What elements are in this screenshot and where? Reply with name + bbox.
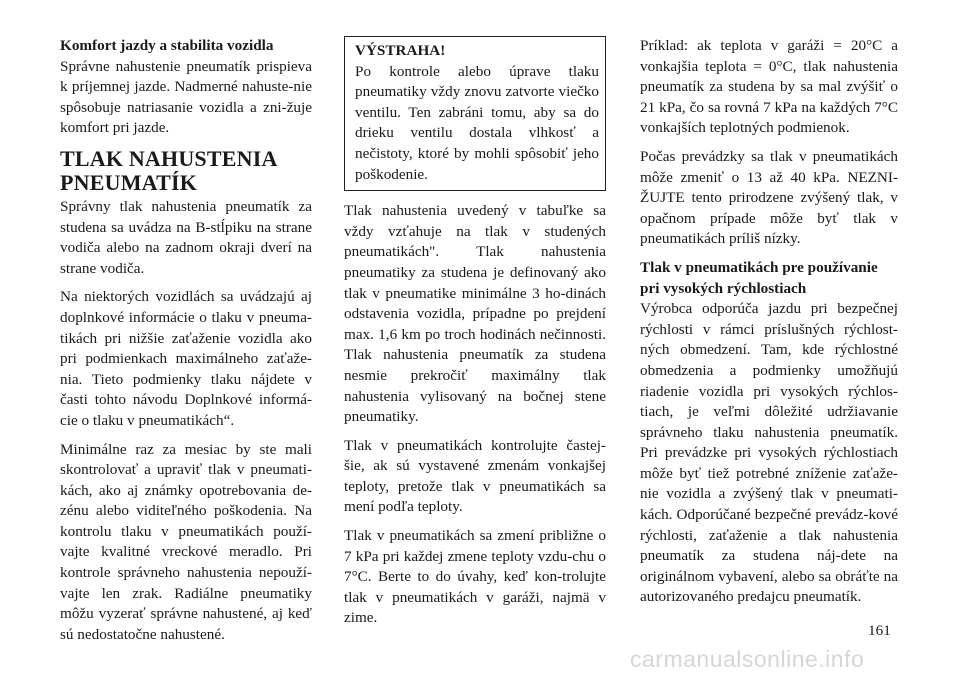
column-middle [344, 36, 606, 637]
operating-pressure-paragraph: Počas prevádzky sa tlak v pneumatikách môže zmeniť o 13 až 40 kPa. NEZNI-ŽUJTE tento prirodzene zvýšený tlak, v opačnom prípade môže byť tlak v pneumatikách príliš nízky. [640, 147, 898, 248]
cold-pressure-paragraph: Tlak nahustenia uvedený v tabuľke sa vždy vzťahuje na tlak v studených pneumatikách". Tlak nahustenia pneumatiky za studena je definovaný ako tlak v pneumatike minimálne 3 ho-dinách odstavenia vozidla, prípadne po prejdení max. 1,6 km po troch hodinách nečinnosti. Tlak nahustenia pneumatík za studena nesmie prekročiť maximálny tlak nahustenia vylisovaný na bočnej stene pneumatiky. [344, 202, 606, 426]
warning-box [344, 36, 606, 191]
temperature-check-paragraph: Tlak v pneumatikách kontrolujte častej-šie, ak sú vystavené zmenám vonkajšej teploty, pretože tlak v pneumatikách sa mení podľa teploty. [344, 436, 606, 516]
supplementary-info-paragraph: Na niektorých vozidlách sa uvádzajú aj doplnkové informácie o tlaku v pneuma-tikách pri nižšie zaťaženie vozidla ako pri podmienkach maximálneho zaťaže-nia. Tieto podmienky tlaku nájdete v časti tohto návodu Doplnkové informá-cie o tlaku v pneumatikách“. [60, 288, 312, 429]
comfort-paragraph: Správne nahustenie pneumatík prispieva k príjemnej jazde. Nadmerné nahuste-nie spôsobuje natriasanie vozidla a zni-žuje komfort pri jazde. [60, 57, 312, 137]
example-paragraph: Príklad: ak teplota v garáži = 20°C a vonkajšia teplota = 0°C, tlak nahustenia pneumatík za studena by sa mal zvýšiť o 21 kPa, čo sa rovná 7 kPa na každých 7°C vonkajších teplotných podmienok. [640, 37, 898, 137]
watermark: carmanualsonline.info [630, 646, 865, 672]
page-number: 161 [868, 622, 891, 639]
column-left [60, 36, 312, 653]
comfort-heading: Komfort jazdy a stabilita vozidla [60, 37, 274, 54]
pressure-location-paragraph: Správny tlak nahustenia pneumatík za studena sa uvádza na B-stĺpiku na strane vodiča alebo na zadnom okraji dverí na strane vodiča. [60, 197, 312, 277]
high-speed-paragraph: Výrobca odporúča jazdu pri bezpečnej rýchlosti v rámci príslušných rýchlost-ných obmedzení. Tam, kde rýchlostné obmedzenia a podmienky umožňujú riadenie vozidla pri vysokých rýchlos-tiach, je veľmi dôležité udržiavanie správneho tlaku nahustenia pneumatík. Pri prevádzke pri vysokých rýchlostiach môže byť tiež potrebné zníženie zaťaže-nie vozidla a zvýšený tlak v pneumati-kách. Odporúčané bezpečné prevádz-kové rýchlosti, zaťaženie a tlak nahustenia pneumatík za studena náj-dete na originálnom vybavení, alebo sa obráťte na autorizovaného predajcu pneumatík. [640, 300, 898, 606]
high-speed-heading: Tlak v pneumatikách pre používanie pri vysokých rýchlostiach [640, 258, 878, 297]
warning-title: VÝSTRAHA! [355, 42, 446, 59]
temperature-change-paragraph: Tlak v pneumatikách sa zmení približne o 7 kPa pri každej zmene teploty vzdu-chu o 7°C. Berte to do úvahy, keď kon-trolujte tlak v pneumatikách v garáži, najmä v zime. [344, 527, 606, 627]
column-right [640, 36, 898, 616]
monthly-check-paragraph: Minimálne raz za mesiac by ste mali skontrolovať a upraviť tlak v pneumati-kách, ako aj známky opotrebovania de-zénu alebo viditeľného poškodenia. Na kontrolu tlaku v pneumatikách použí-vajte kvalitné vreckové meradlo. Pri kontrole správneho nahustenia nepouží-vajte len zrak. Radiálne pneumatiky môžu vyzerať správne nahustené, aj keď sú nedostatočne nahustené. [60, 440, 312, 643]
section-heading: TLAK NAHUSTENIA PNEUMATÍK [60, 145, 277, 195]
warning-text: Po kontrole alebo úprave tlaku pneumatiky vždy znovu zatvorte viečko ventilu. Ten zabráni tomu, aby sa do drieku ventilu dostala vlhkosť a nečistoty, ktoré by mohli spôsobiť jeho poškodenie. [355, 62, 599, 183]
